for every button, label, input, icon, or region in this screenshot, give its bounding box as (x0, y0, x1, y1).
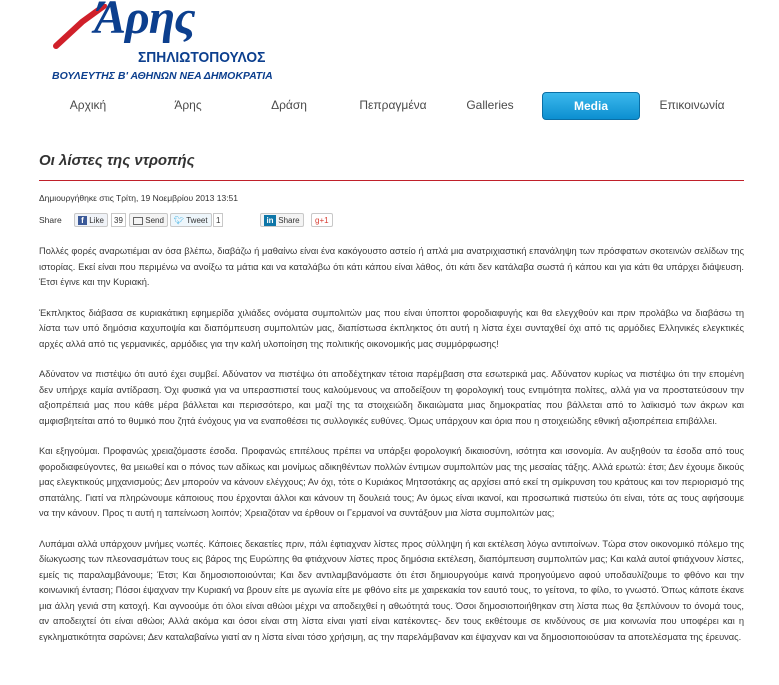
article-paragraph: Λυπάμαι αλλά υπάρχουν μνήμες νωπές. Κάποιες δεκαετίες πριν, πάλι έφτιαχναν λίστες προς σύλληψη ή και εκτέλεση λόγω αντιποίνων. Τώρα στον οικονομικό πόλεμο της δίωκγωσης των πλεονασμάτων τους εις βάρος της Ευρώπης θα φτιάχνουν λίστες προς δημόσια εκτέλεση, διαπόμπευση συμπολιτών μας; Και καλά αυτοί φτιάχνουν λίστες, εμείς τις παραλαμβάνουμε; Έτσι; Και δημοσιοποιούνται; Και δεν αντιλαμβανόμαστε ότι έτσι δημιουργούμε καινά προηγούμενο αφού υποδαυλίζουμε το φθόνο και την κοινωνική ένταση; Πόσοι έψαχναν την Κυριακή να βρουν είτε με αγωνία είτε με φθόνο είτε με χαιρεκακία τον εαυτό τους, το γείτονα, το φίλο, το γνωστό. Όπως κάποτε έκανε μια άλλη γενιά στη κατοχή. Και αγνοούμε ότι όλοι είναι αθώοι μέχρι να αποδειχθεί η αθωότητά τους. Όσοι δημοσιοποιήθηκαν στη λίστα πως θα ξεπλύνουν το όνομά τους, αν αποδειχτεί ότι είναι αθώοι; Αλλά ακόμα και όσοι είναι στη λίστα είναι γιατί είναι κατέκοντες- δεν τους εκθέτουμε σε κινδύνους σε μια κοινωνία που υποφέρει και η εγκληματικότητα σαρώνει; Δεν καταλαβαίνω γιατί αν η λίστα είναι τόσο χρήσιμη, ας την παρελάμβαναν και έψαχναν και να δημοσιοποιούσαν τα αποτελέσματα της έρευνας. (39, 538, 744, 642)
linkedin-share-button[interactable] (260, 213, 304, 227)
linkedin-share-label: Share (278, 216, 300, 225)
nav-item-aris[interactable]: Άρης (174, 98, 202, 112)
linkedin-icon: in (264, 215, 276, 226)
article-body (39, 244, 744, 660)
send-label: Send (145, 216, 164, 225)
article-paragraph: Και εξηγούμαι. Προφανώς χρειαζόμαστε έσοδα. Προφανώς επιτέλους πρέπει να υπάρξει φορολογική δικαιοσύνη, ισότητα και ισονομία. Αν αυξηθούν τα έσοδα από τους φοροδιαφεύγοντες, θα μειωθεί και ο πόνος των αδίκως και μονίμως αδικηθέντων πολλών έντιμων συμπολιτών μας της μεσαίας τάξης. Αλλά ερωτώ: έτσι; Δεν έχουμε δικούς μας ελεγκτικούς μηχανισμούς; Δεν μπορούν να κάνουν ελέγχους; Αν όχι, τότε ο Κυριάκος Μητσοτάκης ας αρχίσει από εκεί τη σμίκρυνση του κράτους και τον περιορισμό της σπατάλης. Γιατί να πληρώνουμε κάποιους που έρχονται άλλοι και κάνουν τη δουλειά τους; Αν όμως είναι ικανοί, και προσωπικά πιστεύω ότι είναι, τότε ας τους αφήσουμε να την κάνουν. Προς τι αυτή η ταπείνωση λοιπόν; Χρειαζόταν να έρθουν οι Γερμανοί να συντάξουν μια λίστα συμπολιτών μας; (39, 446, 744, 518)
like-label: Like (89, 216, 104, 225)
nav-item-media[interactable]: Media (542, 92, 640, 120)
nav-item-home[interactable]: Αρχική (69, 98, 107, 112)
facebook-send-button[interactable] (129, 213, 168, 227)
logo-name: Άρης (94, 0, 195, 44)
logo-surname: ΣΠΗΛΙΩΤΟΠΟΥΛΟΣ (138, 49, 266, 66)
tweet-button[interactable] (170, 213, 212, 227)
nav-item-action[interactable]: Δράση (271, 98, 307, 112)
facebook-like-button[interactable] (74, 213, 108, 227)
site-logo[interactable] (52, 0, 273, 86)
twitter-bird-icon: 🐦︎ (174, 216, 185, 225)
send-icon (133, 217, 143, 225)
created-date: Δημιουργήθηκε στις Τρίτη, 19 Νοεμβρίου 2013 13:51 (39, 193, 239, 203)
share-bar (39, 213, 744, 231)
article-header (39, 150, 744, 231)
logo-tagline: ΒΟΥΛΕΥΤΗΣ Β' ΑΘΗΝΩΝ ΝΕΑ ΔΗΜΟΚΡΑΤΙΑ (52, 70, 273, 82)
article-paragraph: Πολλές φορές αναρωτιέμαι αν όσα βλέπω, διαβάζω ή μαθαίνω είναι ένα κακόγουστο αστείο ή απλά μια ανατριχιαστική επανάληψη των πρόσφατων σκοτεινών σελίδων της ιστορίας. Εκεί είναι που περιμένω να ανοίξω τα μάτια και να καταλάβω ότι κάτι κάπου είναι λάθος, ότι κάτι δεν κατάλαβα σωστά ή κάπου και για κάτι θα υπάρχει διάψευση. Έτσι έγινε και την Κυριακή. (39, 246, 744, 287)
google-plus-button[interactable]: g+1 (311, 213, 333, 227)
nav-item-galleries[interactable]: Galleries (466, 98, 514, 112)
article-paragraph: Αδύνατον να πιστέψω ότι αυτό έχει συμβεί. Αδύνατον να πιστέψω ότι αποδέχτηκαν τέτοια παρέμβαση στα εσωτερικά μας. Αδύνατον κυρίως να πιστέψω ότι την επομένη δεν υπήρχε καμία αντίδραση. Όχι φυσικά για να υπερασπιστεί τους καλούμενους να αποδείξουν τη φορολογική τους εντιμότητα πολίτες, αλλά για να προστατεύσουν την αξιοπρέπειά μας που κάθε μέρα βάλλεται και περισσότερο, και μαζί της τα στοιχειώδη δικαιώματα μιας δημοκρατίας που βάλλεται από το λαϊκισμό των άκρων και αμφισβητείται από το θυμικό που ζητά ένόχους για να εναποθέσει τις συλλογικές ευθύνες. Όμως υπάρχουν και όρια που η στοιχειώδης εθνική αξιοπρέπεια επιβάλλει. (39, 369, 744, 426)
site-header (0, 0, 779, 90)
nav-item-achievements[interactable]: Πεπραγμένα (359, 98, 427, 112)
tweet-label: Tweet (186, 216, 208, 225)
nav-item-contact[interactable]: Επικοινωνία (659, 98, 725, 112)
tweet-count: 1 (213, 213, 223, 227)
facebook-icon: f (78, 216, 87, 225)
article-paragraph: Έκπληκτος διάβασα σε κυριακάτικη εφημερίδα χιλιάδες ονόματα συμπολιτών μας που είναι ύποπτοι φοροδιαφυγής και θα ελεγχθούν και πριν προλάβω να διαβάσω τη λίστα των υπό δημόσια καχυποψία και διαπόμπευση συμπολιτών μας, διαπίστωσα έκπληκτος ότι αυτή η λίστα έχει συνταχθεί όχι από τις αρμόδιες Ελληνικές ελεγκτικές αρχές αλλά από τις γερμανικές, αρμόδιες για την καλή υλοποίηση της πολιτικής οικονομικής μας συμμόρφωσης! (39, 307, 744, 349)
page-title: Οι λίστες της ντροπής (39, 150, 744, 181)
share-label: Share (39, 215, 62, 225)
like-count: 39 (111, 213, 126, 227)
main-nav (0, 92, 779, 120)
